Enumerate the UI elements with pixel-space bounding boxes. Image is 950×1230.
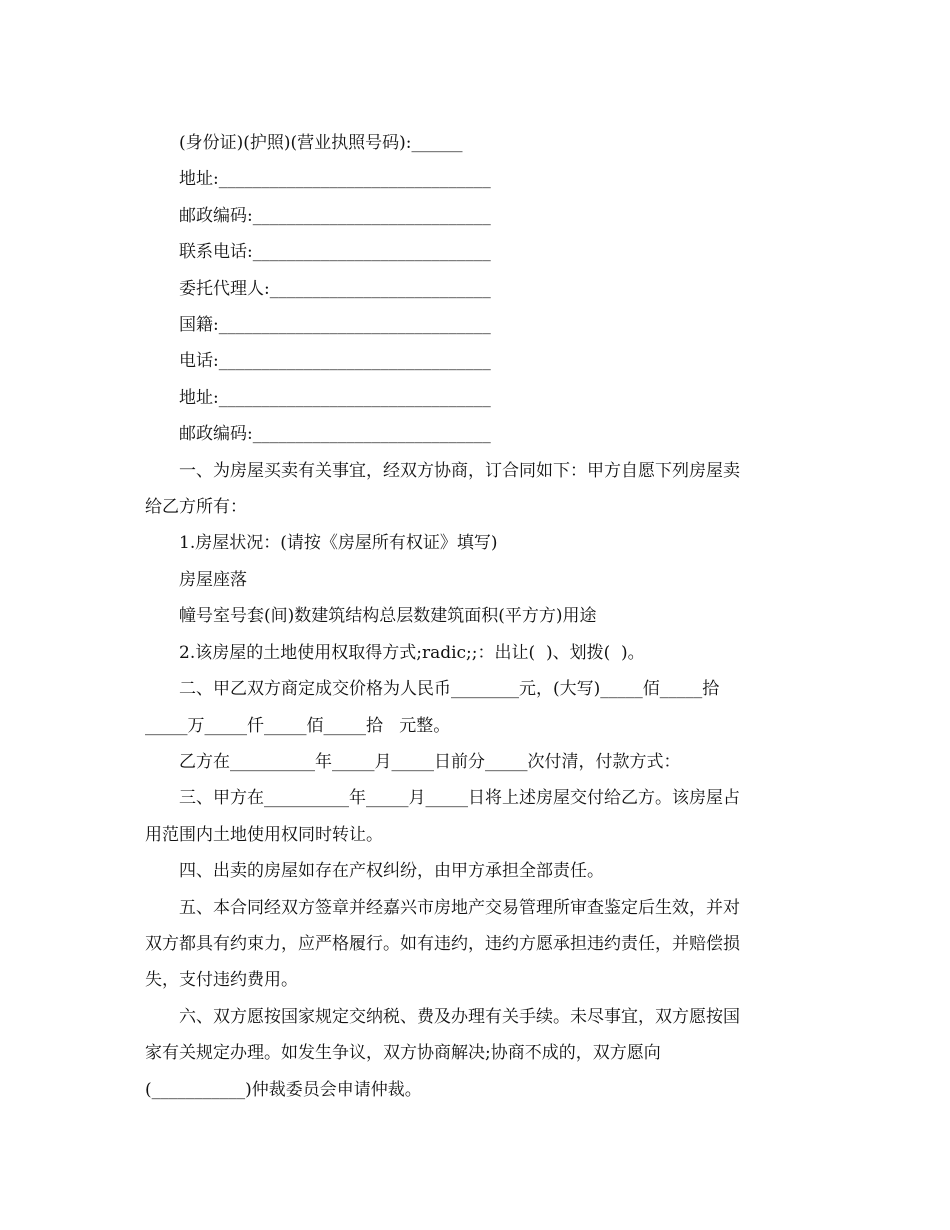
clause-2-line-2: _____万_____仟_____佰_____拾 元整。 [145,715,451,736]
clause-3-line-2: 用范围内土地使用权同时转让。 [145,824,383,845]
agent-field: 委托代理人:__________________________ [179,278,491,299]
clause-6-line-2: 家有关规定办理。如发生争议，双方协商解决;协商不成的，双方愿向 [145,1043,661,1064]
nationality-field: 国籍:________________________________ [179,315,491,336]
agent-phone-field: 电话:________________________________ [179,351,491,372]
phone-field: 联系电话:____________________________ [179,242,491,263]
clause-6-line-3: (___________)仲裁委员会申请仲裁。 [145,1079,422,1100]
house-status-heading: 1.房屋状况：(请按《房屋所有权证》填写) [179,533,498,554]
clause-4: 四、出卖的房屋如存在产权纠纷，由甲方承担全部责任。 [179,861,604,882]
house-location-label: 房屋座落 [179,569,247,590]
agent-address-field: 地址:________________________________ [179,387,491,408]
clause-1-line-2: 给乙方所有： [145,497,247,518]
house-details-labels: 幢号室号套(间)数建筑结构总层数建筑面积(平方方)用途 [179,606,597,627]
land-use-right-line: 2.该房屋的土地使用权取得方式;radic;;：出让( )、划拨( )。 [179,642,645,663]
clause-6-line-1: 六、双方愿按国家规定交纳税、费及办理有关手续。未尽事宜，双方愿按国 [179,1006,740,1027]
clause-5-line-1: 五、本合同经双方签章并经嘉兴市房地产交易管理所审查鉴定后生效，并对 [179,897,740,918]
clause-2-line-1: 二、甲乙双方商定成交价格为人民币________元，(大写)_____佰_____拾 [179,679,720,700]
postal-code-field: 邮政编码:____________________________ [179,205,491,226]
payment-line: 乙方在__________年_____月_____日前分_____次付清，付款方式： [179,751,681,772]
id-number-field: (身份证)(护照)(营业执照号码):______ [179,133,463,153]
clause-5-line-2: 双方都具有约束力，应严格履行。如有违约，违约方愿承担违约责任，并赔偿损 [145,933,740,954]
address-field: 地址:________________________________ [179,169,491,190]
clause-5-line-3: 失，支付违约费用。 [145,970,298,991]
clause-3-line-1: 三、甲方在__________年_____月_____日将上述房屋交付给乙方。该房屋占 [179,788,740,809]
agent-postal-code-field: 邮政编码:____________________________ [179,424,491,445]
clause-1-line-1: 一、为房屋买卖有关事宜，经双方协商，订合同如下：甲方自愿下列房屋卖 [179,460,740,481]
contract-page [145,125,805,1108]
